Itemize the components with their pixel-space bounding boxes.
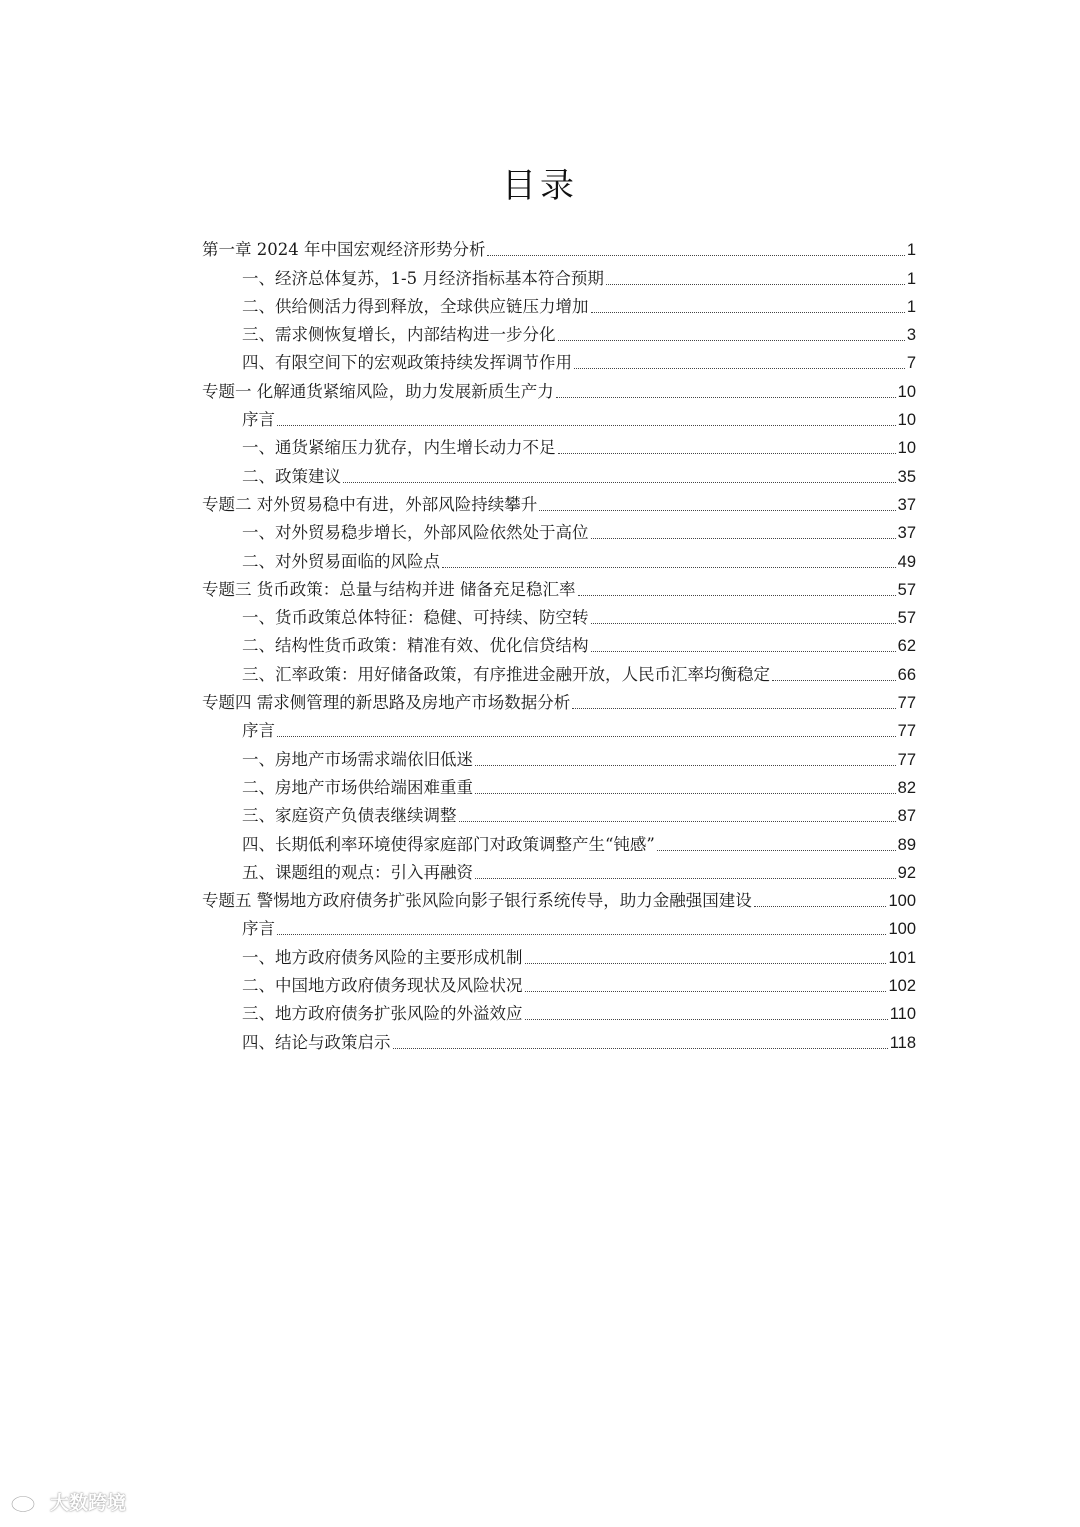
toc-page-number: 7 (906, 354, 916, 373)
toc-entry-title: 专题五 警惕地方政府债务扩张风险向影子银行系统传导，助力金融强国建设 (202, 891, 752, 911)
toc-page-number: 118 (889, 1033, 916, 1052)
toc-entry-title: 四、结论与政策启示 (242, 1032, 391, 1052)
toc-entry-title: 二、中国地方政府债务现状及风险状况 (242, 976, 523, 996)
weibo-logo-icon (10, 1491, 46, 1513)
toc-entry-title: 二、政策建议 (242, 466, 341, 486)
toc-chapter-entry[interactable] (202, 491, 916, 519)
toc-page-number: 110 (889, 1005, 916, 1024)
toc-section-entry[interactable] (202, 519, 916, 547)
toc-entry-title: 序言 (242, 410, 275, 430)
toc-entry-title: 序言 (242, 919, 275, 939)
toc-chapter-entry[interactable] (202, 377, 916, 405)
toc-entry-title: 五、课题组的观点：引入再融资 (242, 862, 473, 882)
toc-page-number: 35 (897, 467, 916, 486)
toc-dot-leader (343, 482, 896, 483)
toc-section-entry[interactable] (202, 547, 916, 575)
toc-page-number: 37 (897, 524, 916, 543)
toc-page-number: 77 (897, 694, 916, 713)
toc-dot-leader (591, 651, 896, 652)
toc-section-entry[interactable] (202, 293, 916, 321)
toc-dot-leader (754, 906, 887, 907)
toc-dot-leader (525, 1019, 888, 1020)
toc-entry-title: 三、地方政府债务扩张风险的外溢效应 (242, 1004, 523, 1024)
toc-section-entry[interactable] (202, 604, 916, 632)
toc-page-number: 92 (897, 863, 916, 882)
toc-entry-title: 四、长期低利率环境使得家庭部门对政策调整产生“钝感” (242, 834, 655, 854)
toc-page-number: 49 (897, 552, 916, 571)
toc-dot-leader (277, 934, 886, 935)
toc-section-entry[interactable] (202, 972, 916, 1000)
toc-entry-title: 一、经济总体复苏，1-5 月经济指标基本符合预期 (242, 268, 604, 288)
toc-section-entry[interactable] (202, 802, 916, 830)
toc-dot-leader (442, 567, 896, 568)
toc-entry-title: 一、对外贸易稳步增长，外部风险依然处于高位 (242, 523, 589, 543)
toc-dot-leader (558, 453, 896, 454)
toc-entry-title: 三、汇率政策：用好储备政策，有序推进金融开放，人民币汇率均衡稳定 (242, 664, 770, 684)
toc-dot-leader (572, 708, 895, 709)
toc-entry-title: 第一章 2024 年中国宏观经济形势分析 (202, 240, 486, 260)
toc-entry-title: 一、地方政府债务风险的主要形成机制 (242, 947, 523, 967)
toc-page-number: 101 (888, 948, 916, 967)
toc-chapter-entry[interactable] (202, 236, 916, 264)
toc-entry-title: 二、结构性货币政策：精准有效、优化信贷结构 (242, 636, 589, 656)
toc-entry-title: 专题二 对外贸易稳中有进，外部风险持续攀升 (202, 494, 538, 514)
toc-section-entry[interactable] (202, 434, 916, 462)
toc-page-number: 10 (897, 411, 916, 430)
toc-chapter-entry[interactable] (202, 689, 916, 717)
toc-dot-leader (475, 765, 896, 766)
toc-dot-leader (556, 397, 896, 398)
toc-section-entry[interactable] (202, 1028, 916, 1056)
toc-section-entry[interactable] (202, 406, 916, 434)
toc-dot-leader (393, 1048, 888, 1049)
toc-entry-title: 专题一 化解通货紧缩风险，助力发展新质生产力 (202, 381, 554, 401)
toc-dot-leader (657, 850, 896, 851)
toc-section-entry[interactable] (202, 462, 916, 490)
toc-chapter-entry[interactable] (202, 576, 916, 604)
toc-page-number: 1 (906, 297, 916, 316)
toc-page-number: 77 (897, 750, 916, 769)
toc-dot-leader (459, 821, 896, 822)
toc-page-number: 77 (897, 722, 916, 741)
toc-section-entry[interactable] (202, 745, 916, 773)
toc-section-entry[interactable] (202, 830, 916, 858)
toc-section-entry[interactable] (202, 264, 916, 292)
toc-entry-title: 专题四 需求侧管理的新思路及房地产市场数据分析 (202, 693, 571, 713)
toc-entry-title: 序言 (242, 721, 275, 741)
toc-section-entry[interactable] (202, 660, 916, 688)
table-of-contents (202, 236, 916, 1057)
toc-page-number: 62 (897, 637, 916, 656)
toc-entry-title: 一、通货紧缩压力犹存，内生增长动力不足 (242, 438, 556, 458)
toc-entry-title: 二、对外贸易面临的风险点 (242, 551, 440, 571)
toc-dot-leader (578, 595, 896, 596)
toc-page-number: 1 (906, 241, 916, 260)
toc-dot-leader (591, 312, 905, 313)
toc-dot-leader (525, 991, 887, 992)
toc-page-number: 102 (888, 977, 916, 996)
watermark (10, 1488, 126, 1515)
toc-section-entry[interactable] (202, 349, 916, 377)
toc-entry-title: 专题三 货币政策：总量与结构并进 储备充足稳汇率 (202, 579, 576, 599)
toc-section-entry[interactable] (202, 859, 916, 887)
toc-entry-title: 一、货币政策总体特征：稳健、可持续、防空转 (242, 608, 589, 628)
toc-entry-title: 二、房地产市场供给端困难重重 (242, 777, 473, 797)
toc-page-number: 66 (897, 665, 916, 684)
toc-page-number: 89 (897, 835, 916, 854)
toc-entry-title: 四、有限空间下的宏观政策持续发挥调节作用 (242, 353, 572, 373)
toc-dot-leader (277, 736, 896, 737)
toc-dot-leader (591, 623, 896, 624)
toc-page-number: 100 (888, 920, 916, 939)
toc-dot-leader (277, 425, 896, 426)
toc-dot-leader (539, 510, 895, 511)
toc-page-number: 10 (897, 439, 916, 458)
toc-dot-leader (591, 538, 896, 539)
toc-page-number: 57 (897, 609, 916, 628)
toc-page-number: 82 (897, 778, 916, 797)
toc-dot-leader (606, 284, 905, 285)
watermark-text: 大数跨境 (50, 1492, 127, 1514)
toc-entry-title: 三、家庭资产负债表继续调整 (242, 806, 457, 826)
toc-section-entry[interactable] (202, 943, 916, 971)
page-title: 目录 (502, 166, 578, 206)
toc-dot-leader (574, 368, 905, 369)
toc-page-number: 37 (897, 495, 916, 514)
toc-dot-leader (558, 340, 905, 341)
toc-dot-leader (475, 793, 896, 794)
toc-page-number: 1 (906, 269, 916, 288)
toc-entry-title: 三、需求侧恢复增长，内部结构进一步分化 (242, 325, 556, 345)
toc-section-entry[interactable] (202, 1000, 916, 1028)
toc-entry-title: 二、供给侧活力得到释放，全球供应链压力增加 (242, 296, 589, 316)
toc-section-entry[interactable] (202, 915, 916, 943)
toc-section-entry[interactable] (202, 632, 916, 660)
toc-page-number: 3 (906, 326, 916, 345)
toc-dot-leader (475, 878, 896, 879)
toc-dot-leader (525, 963, 887, 964)
toc-page-number: 87 (897, 807, 916, 826)
toc-chapter-entry[interactable] (202, 887, 916, 915)
toc-page-number: 100 (888, 892, 916, 911)
toc-section-entry[interactable] (202, 321, 916, 349)
toc-dot-leader (487, 255, 904, 256)
toc-dot-leader (772, 680, 896, 681)
toc-page-number: 10 (897, 382, 916, 401)
toc-page-number: 57 (897, 580, 916, 599)
toc-section-entry[interactable] (202, 774, 916, 802)
toc-entry-title: 一、房地产市场需求端依旧低迷 (242, 749, 473, 769)
toc-section-entry[interactable] (202, 717, 916, 745)
